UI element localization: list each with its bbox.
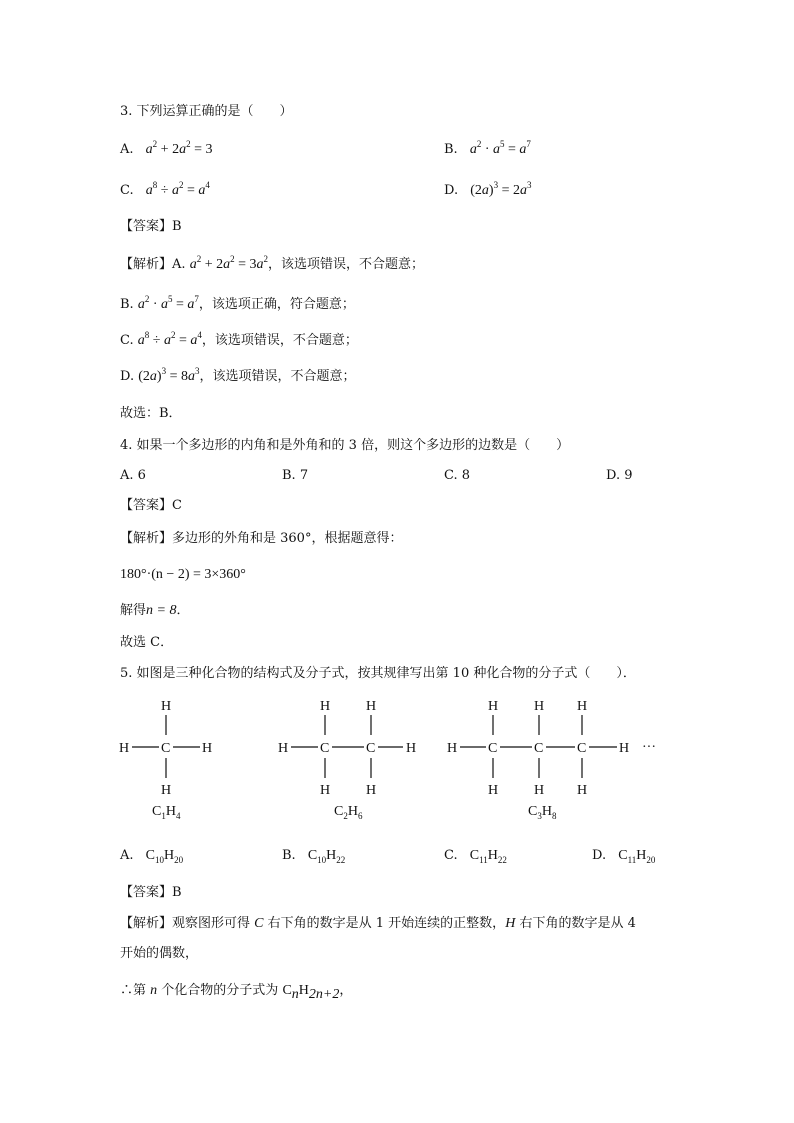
atom-h: H bbox=[119, 741, 130, 756]
q3-option-b bbox=[444, 141, 531, 159]
q5-analysis-text-2: 右下角的数字是从 4 bbox=[519, 916, 636, 931]
atom-h: H bbox=[366, 783, 377, 798]
formula-h: H bbox=[326, 848, 337, 863]
formula-c2h6 bbox=[334, 804, 362, 820]
formula-c: C bbox=[282, 983, 292, 998]
q4-conclusion: 故选 C． bbox=[120, 635, 174, 650]
formula-c: C bbox=[528, 804, 538, 819]
q3-conclusion: 故选：B． bbox=[120, 406, 182, 421]
formula-h-count: 4 bbox=[175, 811, 181, 821]
q4-solve-value: n = 8 bbox=[146, 603, 177, 618]
formula-c: C bbox=[307, 848, 318, 863]
atom-h: H bbox=[320, 699, 331, 714]
q3-analysis-a-label: A. bbox=[172, 257, 186, 272]
formula-h: H bbox=[541, 804, 552, 819]
formula-c-count: n bbox=[291, 987, 299, 1002]
formula-c3h8 bbox=[528, 804, 556, 820]
atom-h: H bbox=[488, 783, 499, 798]
formula-c-count: 10 bbox=[317, 855, 327, 865]
q5-option-b-formula bbox=[308, 848, 345, 863]
formula-h-count: 20 bbox=[174, 855, 184, 865]
formula-h: H bbox=[487, 848, 498, 863]
q3-analysis-b-verdict: ，该选项正确，符合题意； bbox=[198, 297, 355, 312]
question-4-stem: 4. 如果一个多边形的内角和是外角和的 3 倍，则这个多边形的边数是（ ） bbox=[120, 438, 570, 453]
formula-ch4 bbox=[152, 804, 180, 820]
formula-c-count: 2 bbox=[343, 811, 348, 821]
formula-h: H bbox=[347, 804, 358, 819]
q3-analysis-a-verdict: ，该选项错误，不合题意； bbox=[268, 257, 425, 272]
formula-c-count: 10 bbox=[155, 855, 165, 865]
atom-c: C bbox=[320, 741, 330, 756]
atom-h: H bbox=[278, 741, 289, 756]
atom-h: H bbox=[447, 741, 458, 756]
var-n: n bbox=[150, 983, 158, 998]
q5-general-text: 个化合物的分子式为 bbox=[161, 983, 279, 998]
q3-analysis-c-label: C. bbox=[120, 333, 134, 348]
atom-h: H bbox=[577, 783, 588, 798]
q3-option-a bbox=[120, 141, 212, 159]
methane-structure bbox=[116, 690, 226, 800]
q3-option-c bbox=[120, 182, 210, 200]
ethane-structure bbox=[278, 690, 428, 800]
q5-option-a bbox=[120, 847, 183, 865]
q4-solve bbox=[120, 602, 189, 620]
q3-analysis-b bbox=[120, 296, 355, 314]
q4-option-a: A. 6 bbox=[120, 468, 146, 483]
q5-analysis-line-1 bbox=[120, 915, 636, 933]
q5-general-formula bbox=[120, 982, 352, 1000]
formula-h-count: 22 bbox=[336, 855, 346, 865]
q5-general-tail: ， bbox=[339, 983, 353, 998]
atom-h: H bbox=[406, 741, 417, 756]
q3-analysis-head: 【解析】 bbox=[120, 257, 173, 272]
q3-analysis-a-expr: $a^2 + 2a^2 = 3a^2$ bbox=[189, 254, 268, 272]
formula-h: H bbox=[164, 848, 175, 863]
formula-h: H bbox=[636, 848, 647, 863]
q3-analysis-b-expr: $a^2 \cdot a^5 = a^7$ bbox=[137, 294, 199, 312]
atom-h: H bbox=[534, 783, 545, 798]
q5-option-b bbox=[282, 847, 345, 865]
q5-option-a-formula bbox=[146, 848, 183, 863]
atom-c: C bbox=[161, 741, 171, 756]
atom-h: H bbox=[320, 783, 331, 798]
atom-h: H bbox=[161, 699, 172, 714]
formula-c-count: 11 bbox=[627, 855, 637, 865]
atom-h: H bbox=[534, 699, 545, 714]
q4-solve-suffix: ． bbox=[176, 603, 190, 618]
q5-option-c-label: C. bbox=[444, 848, 458, 863]
general-formula-expr bbox=[282, 983, 340, 1002]
q3-option-a-label: A. bbox=[120, 142, 134, 157]
q5-option-c bbox=[444, 847, 507, 865]
atom-h: H bbox=[619, 741, 630, 756]
atom-h: H bbox=[366, 699, 377, 714]
q5-answer: 【答案】B bbox=[120, 885, 182, 900]
q3-analysis-c-expr: $a^8 \div a^2 = a^4$ bbox=[137, 330, 202, 348]
formula-c: C bbox=[618, 848, 628, 863]
var-c: C bbox=[254, 916, 264, 931]
atom-h: H bbox=[202, 741, 213, 756]
ellipsis-dots: ··· bbox=[642, 740, 656, 755]
formula-h-count: 20 bbox=[646, 855, 656, 865]
formula-c-count: 3 bbox=[537, 811, 542, 821]
q5-option-d-label: D. bbox=[592, 848, 607, 863]
q4-solve-prefix: 解得 bbox=[120, 603, 147, 618]
q4-option-d: D. 9 bbox=[606, 468, 633, 483]
question-5-stem: 5. 如图是三种化合物的结构式及分子式，按其规律写出第 10 种化合物的分子式（ ）． bbox=[120, 666, 636, 681]
q5-analysis-head: 【解析】观察图形可得 bbox=[120, 916, 251, 931]
formula-c: C bbox=[152, 804, 162, 819]
atom-c: C bbox=[577, 741, 587, 756]
formula-h: H bbox=[298, 983, 309, 998]
var-h: H bbox=[505, 916, 516, 931]
q5-option-b-label: B. bbox=[282, 848, 296, 863]
atom-h: H bbox=[161, 783, 172, 798]
q3-option-b-expr: $a^2 \cdot a^5 = a^7$ bbox=[469, 139, 531, 157]
formula-h-count: 2n+2 bbox=[308, 987, 340, 1002]
formula-h-count: 6 bbox=[357, 811, 363, 821]
atom-c: C bbox=[366, 741, 376, 756]
q3-analysis-d-verdict: ，该选项错误，不合题意； bbox=[199, 369, 356, 384]
q3-option-c-label: C. bbox=[120, 183, 134, 198]
q3-analysis-c bbox=[120, 332, 358, 350]
atom-c: C bbox=[488, 741, 498, 756]
formula-c: C bbox=[334, 804, 344, 819]
formula-h: H bbox=[165, 804, 176, 819]
q3-analysis-d-expr: $(2a)^3 = 8a^3$ bbox=[138, 366, 200, 384]
formula-h-count: 8 bbox=[551, 811, 557, 821]
q3-option-a-expr: $a^2 + 2a^2 = 3$ bbox=[145, 139, 213, 157]
q3-option-b-label: B. bbox=[444, 142, 458, 157]
formula-c-count: 11 bbox=[479, 855, 488, 865]
formula-c: C bbox=[145, 848, 156, 863]
q5-analysis-line-2: 开始的偶数， bbox=[120, 946, 199, 961]
atom-h: H bbox=[577, 699, 588, 714]
q4-equation: 180°·(n − 2) = 3×360° bbox=[120, 567, 246, 582]
q5-option-d-formula bbox=[618, 848, 655, 863]
q5-option-d bbox=[592, 847, 655, 865]
question-3-stem: 3. 下列运算正确的是（ ） bbox=[120, 104, 293, 119]
atom-c: C bbox=[534, 741, 544, 756]
formula-c-count: 1 bbox=[161, 811, 166, 821]
q3-analysis-a bbox=[120, 256, 424, 274]
formula-h-count: 22 bbox=[497, 855, 507, 865]
q4-analysis: 【解析】多边形的外角和是 360°，根据题意得： bbox=[120, 531, 403, 546]
q3-option-c-expr: $a^8 \div a^2 = a^4$ bbox=[145, 180, 210, 198]
q3-answer: 【答案】B bbox=[120, 219, 182, 234]
q5-option-a-label: A. bbox=[120, 848, 134, 863]
q3-option-d-label: D. bbox=[444, 183, 459, 198]
q4-option-c: C. 8 bbox=[444, 468, 471, 483]
q5-option-c-formula bbox=[470, 848, 507, 863]
q4-answer: 【答案】C bbox=[120, 498, 182, 513]
q4-option-b: B. 7 bbox=[282, 468, 309, 483]
q3-analysis-b-label: B. bbox=[120, 297, 134, 312]
q3-option-d bbox=[444, 182, 531, 200]
q3-analysis-d-label: D. bbox=[120, 369, 135, 384]
formula-c: C bbox=[469, 848, 480, 863]
q3-analysis-c-verdict: ，该选项错误，不合题意； bbox=[201, 333, 358, 348]
q3-analysis-d bbox=[120, 368, 356, 386]
q5-analysis-text-1: 右下角的数字是从 1 开始连续的正整数， bbox=[267, 916, 506, 931]
propane-structure bbox=[447, 690, 667, 800]
q3-option-d-expr: $(2a)^3 = 2a^3$ bbox=[470, 180, 532, 198]
therefore-symbol: ∴第 bbox=[120, 983, 147, 998]
atom-h: H bbox=[488, 699, 499, 714]
